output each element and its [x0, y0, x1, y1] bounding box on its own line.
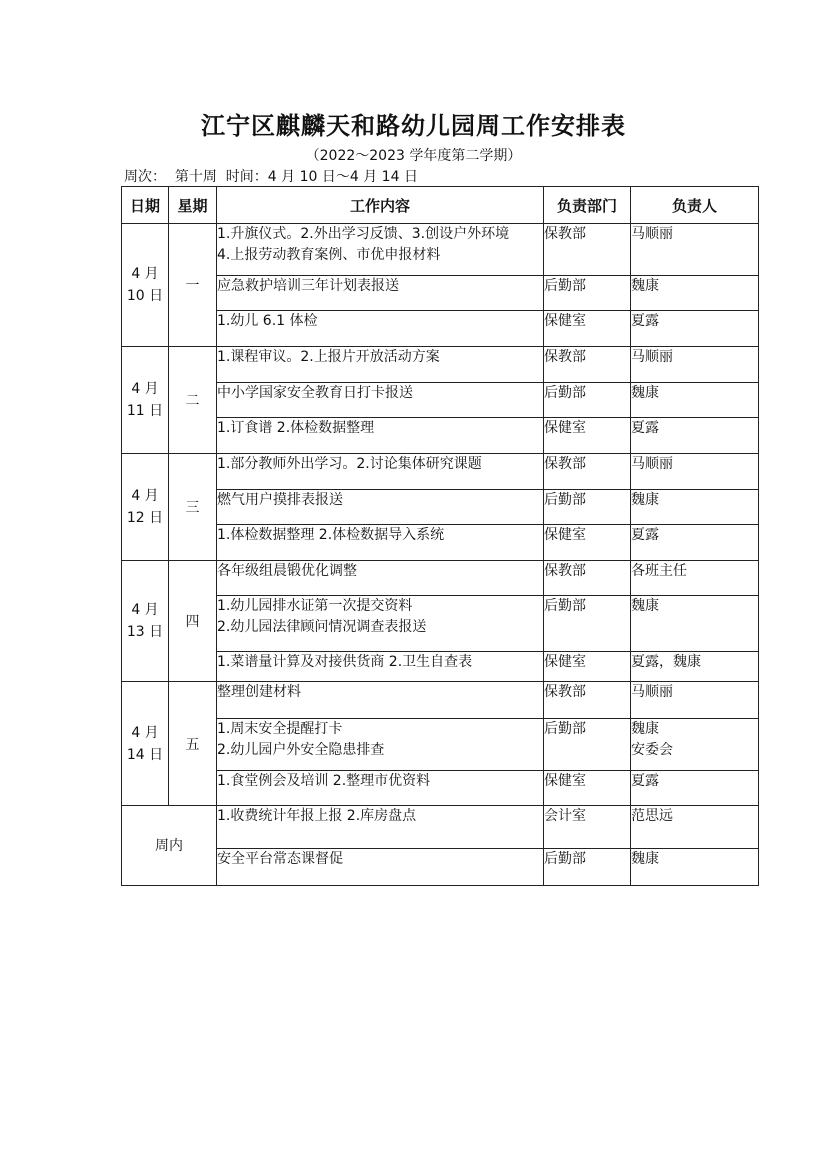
task-person-line: 马顺丽	[631, 349, 673, 365]
task-person-cell	[631, 682, 759, 719]
task-person-cell	[631, 652, 759, 682]
table-row	[122, 849, 759, 886]
date-cell	[122, 561, 169, 682]
task-content-line: 1.体检数据整理 2.体检数据导入系统	[217, 527, 445, 543]
date-day: 14 日	[126, 746, 164, 763]
task-content-line: 1.菜谱量计算及对接供货商 2.卫生自查表	[217, 654, 473, 670]
task-dept-cell: 保健室	[544, 525, 631, 561]
week-time-line: 周次： 第十周 时间：4 月 10 日～4 月 14 日	[124, 169, 418, 185]
weekly-label-cell: 周内	[122, 806, 217, 886]
table-row	[122, 596, 759, 652]
task-content-line: 2.幼儿园户外安全隐患排查	[217, 742, 385, 758]
task-dept-cell: 保教部	[544, 682, 631, 719]
header-person: 负责人	[631, 187, 759, 224]
weekday-cell: 三	[169, 454, 217, 561]
weekday-cell: 一	[169, 224, 217, 347]
task-content-line: 1.升旗仪式。2.外出学习反馈、3.创设户外环境	[217, 226, 510, 242]
task-person-cell	[631, 596, 759, 652]
date-month: 4 月	[131, 266, 159, 282]
table-row	[122, 561, 759, 596]
table-row	[122, 682, 759, 719]
table-row	[122, 490, 759, 525]
task-person-cell	[631, 719, 759, 771]
task-content-line: 1.部分教师外出学习。2.讨论集体研究课题	[217, 456, 482, 472]
date-day: 12 日	[126, 510, 164, 526]
weekday-cell: 二	[169, 347, 217, 454]
task-person-line: 魏康	[631, 492, 659, 508]
date-month: 4 月	[131, 381, 159, 397]
table-row	[122, 719, 759, 771]
task-content-cell	[217, 276, 544, 311]
task-content-cell	[217, 383, 544, 418]
task-person-cell	[631, 276, 759, 311]
task-dept-cell: 会计室	[544, 806, 631, 849]
task-content-line: 1.订食谱 2.体检数据整理	[217, 420, 375, 436]
task-content-line: 1.食堂例会及培训 2.整理市优资料	[217, 773, 431, 789]
header-date: 日期	[122, 187, 169, 224]
task-content-cell	[217, 806, 544, 849]
task-person-cell	[631, 490, 759, 525]
task-content-line: 各年级组晨锻优化调整	[217, 563, 357, 579]
task-person-line: 夏露	[631, 313, 659, 329]
task-person-cell	[631, 347, 759, 383]
task-person-line: 夏露，魏康	[631, 654, 701, 670]
task-dept-cell: 保教部	[544, 224, 631, 276]
table-row	[122, 347, 759, 383]
task-content-line: 安全平台常态课督促	[217, 851, 343, 867]
date-cell	[122, 347, 169, 454]
task-content-cell	[217, 525, 544, 561]
table-row	[122, 771, 759, 806]
task-content-line: 1.幼儿 6.1 体检	[217, 313, 318, 329]
header-dept: 负责部门	[544, 187, 631, 224]
task-dept-cell: 后勤部	[544, 719, 631, 771]
task-person-cell	[631, 224, 759, 276]
table-row	[122, 525, 759, 561]
task-content-line: 1.课程审议。2.上报片开放活动方案	[217, 349, 440, 365]
header-row	[122, 187, 759, 224]
task-dept-cell: 后勤部	[544, 276, 631, 311]
table-row	[122, 652, 759, 682]
task-content-cell	[217, 347, 544, 383]
task-content-cell	[217, 771, 544, 806]
task-dept-cell: 保教部	[544, 561, 631, 596]
table-row	[122, 311, 759, 347]
task-content-cell	[217, 596, 544, 652]
task-dept-cell: 后勤部	[544, 383, 631, 418]
task-dept-cell: 后勤部	[544, 596, 631, 652]
date-day: 10 日	[126, 288, 164, 304]
date-day: 13 日	[126, 624, 164, 640]
task-person-line: 魏康	[631, 385, 659, 401]
task-content-line: 中小学国家安全教育日打卡报送	[217, 385, 413, 401]
task-dept-cell: 保教部	[544, 347, 631, 383]
task-dept-cell: 保健室	[544, 311, 631, 347]
task-person-line: 夏露	[631, 527, 659, 543]
task-person-cell	[631, 525, 759, 561]
task-content-cell	[217, 311, 544, 347]
date-month: 4 月	[131, 488, 159, 504]
task-content-cell	[217, 490, 544, 525]
task-content-cell	[217, 652, 544, 682]
task-content-cell	[217, 561, 544, 596]
table-row	[122, 806, 759, 849]
page-title: 江宁区麒麟天和路幼儿园周工作安排表	[201, 111, 626, 140]
table-row	[122, 224, 759, 276]
semester-subtitle: （2022～2023 学年度第二学期）	[305, 148, 522, 164]
task-person-line: 魏康	[631, 721, 659, 737]
task-content-cell	[217, 849, 544, 886]
task-content-line: 2.幼儿园法律顾问情况调查表报送	[217, 619, 427, 635]
date-cell	[122, 682, 169, 806]
task-person-cell	[631, 849, 759, 886]
task-dept-cell: 保健室	[544, 418, 631, 454]
task-person-cell	[631, 383, 759, 418]
task-dept-cell: 保教部	[544, 454, 631, 490]
table-row	[122, 418, 759, 454]
date-month: 4 月	[131, 602, 159, 618]
date-cell	[122, 454, 169, 561]
task-content-line: 燃气用户摸排表报送	[217, 492, 343, 508]
task-content-line: 1.幼儿园排水证第一次提交资料	[217, 598, 413, 614]
task-content-line: 应急救护培训三年计划表报送	[217, 278, 399, 294]
date-cell	[122, 224, 169, 347]
task-person-cell	[631, 561, 759, 596]
task-content-cell	[217, 719, 544, 771]
task-person-line: 魏康	[631, 851, 659, 867]
task-dept-cell: 后勤部	[544, 849, 631, 886]
task-content-cell	[217, 418, 544, 454]
task-content-cell	[217, 454, 544, 490]
task-content-line: 整理创建材料	[217, 684, 301, 700]
task-person-line: 各班主任	[631, 563, 687, 579]
date-month: 4 月	[131, 724, 159, 741]
task-person-cell	[631, 311, 759, 347]
task-dept-cell: 保健室	[544, 652, 631, 682]
table-row	[122, 276, 759, 311]
task-dept-cell: 保健室	[544, 771, 631, 806]
weekday-cell: 五	[169, 682, 217, 806]
task-content-cell	[217, 682, 544, 719]
schedule-table	[121, 186, 759, 886]
header-weekday: 星期	[169, 187, 217, 224]
task-person-line: 魏康	[631, 278, 659, 294]
schedule-body	[122, 224, 759, 886]
task-person-line: 马顺丽	[631, 456, 673, 472]
task-person-cell	[631, 806, 759, 849]
table-row	[122, 454, 759, 490]
task-person-line: 范思远	[631, 808, 673, 824]
weekday-cell: 四	[169, 561, 217, 682]
task-person-line: 夏露	[631, 420, 659, 436]
task-person-cell	[631, 771, 759, 806]
task-dept-cell: 后勤部	[544, 490, 631, 525]
table-row	[122, 383, 759, 418]
date-day: 11 日	[126, 403, 164, 419]
task-person-line: 魏康	[631, 598, 659, 614]
task-content-line: 1.收费统计年报上报 2.库房盘点	[217, 808, 417, 824]
task-content-cell	[217, 224, 544, 276]
header-content: 工作内容	[217, 187, 544, 224]
task-person-line: 马顺丽	[631, 684, 673, 700]
task-content-line: 4.上报劳动教育案例、市优申报材料	[217, 247, 441, 263]
task-content-line: 1.周末安全提醒打卡	[217, 721, 343, 737]
task-person-cell	[631, 454, 759, 490]
task-person-cell	[631, 418, 759, 454]
task-person-line: 安委会	[631, 742, 673, 758]
task-person-line: 马顺丽	[631, 226, 673, 242]
task-person-line: 夏露	[631, 773, 659, 789]
